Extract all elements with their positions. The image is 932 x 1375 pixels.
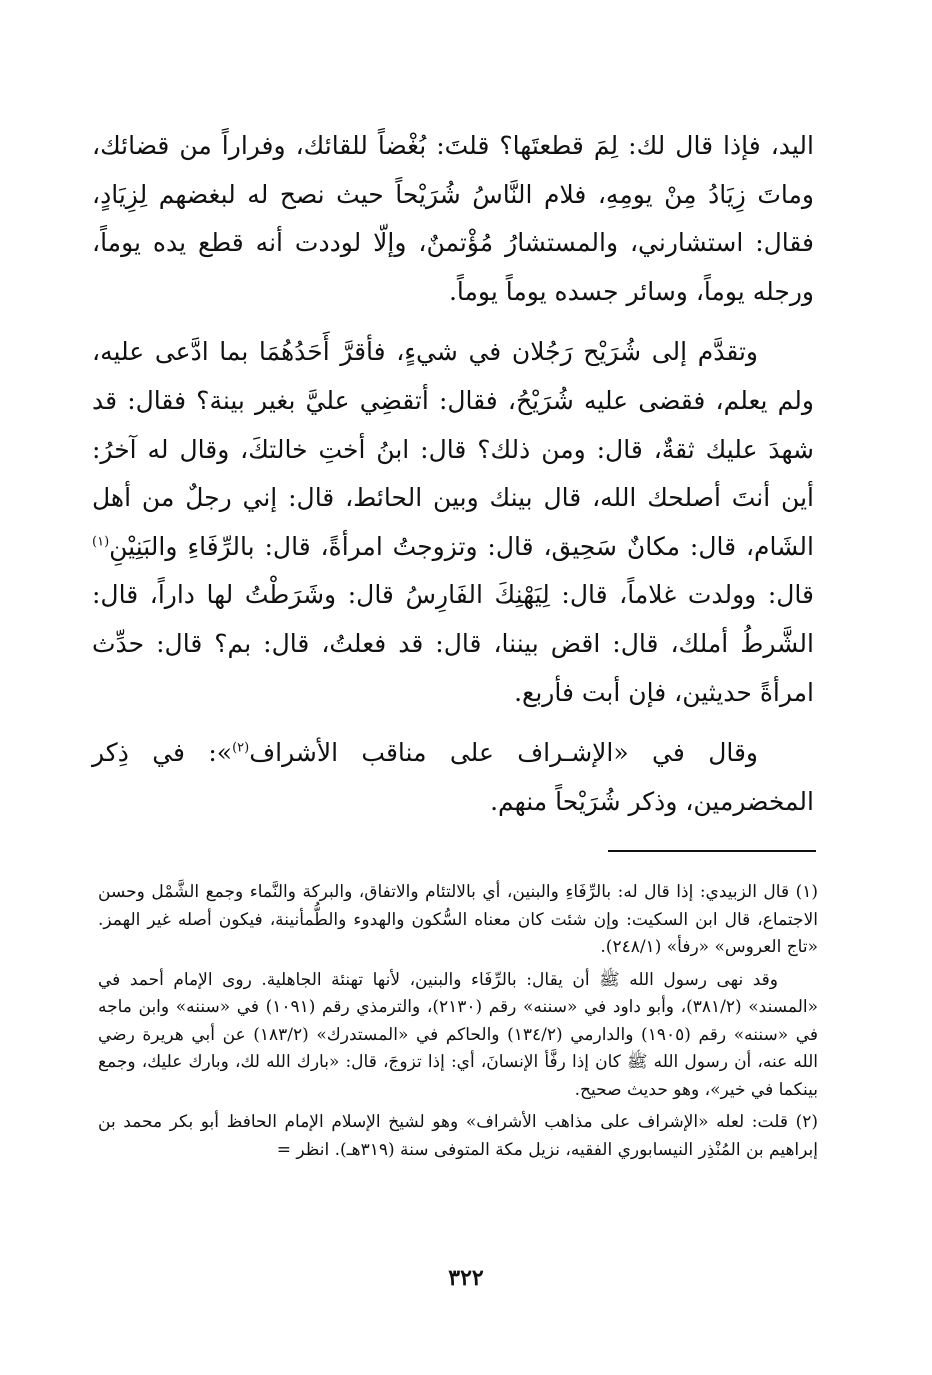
main-text xyxy=(92,122,814,826)
footnote-1: (١) قال الزبيدي: إذا قال له: بالرِّفَاءِ والبنين، أي بالالتئام والاتفاق، والبركة والنَّماء وجمع الشَّمْل وحسن الاجتماع، قال ابن السكيت: وإن شئت كان معناه السُّكون والهدوء والطُّمأنينة، فيكون أصله غير الهمز. «تاج العروس» «رفأ» (٢٤٨/١). xyxy=(98,882,818,957)
page-number: ٣٢٢ xyxy=(448,1265,484,1291)
footnote-ref-2: (٢) xyxy=(232,740,250,756)
paragraph-3 xyxy=(92,729,814,826)
paragraph-2 xyxy=(92,328,814,717)
paragraph-1: اليد، فإذا قال لك: لِمَ قطعتَها؟ قلتَ: بُغْضاً للقائك، وفراراً من قضائك، وماتَ زِيَادُ مِنْ يومِهِ، فلام النَّاسُ شُرَيْحاً حيث نصح له لبغضهم لِزِيَادٍ، فقال: استشارني، والمستشارُ مُؤْتمنٌ، وإلّا لوددت أنه قطع يده يوماً، ورجله يوماً، وسائر جسده يوماً يوماً. xyxy=(92,131,814,306)
paragraph-2-continuation: قال: وولدت غلاماً، قال: لِيَهْنِكَ الفَارِسُ قال: وشَرَطْتُ لها داراً، قال: الشَّرطُ أملك، قال: اقض بيننا، قال: قد فعلتُ، قال: بم؟ قال: حدِّث امرأةً حديثين، فإن أبت فأربع. xyxy=(92,580,814,707)
footnote-ref-1: (١) xyxy=(92,534,110,550)
footnotes xyxy=(98,879,818,1164)
paragraph-3-continuation: »: في ذِكر المخضرمين، وذكر شُرَيْحاً منهم. xyxy=(92,738,814,816)
footnote-separator xyxy=(608,850,816,852)
paragraph-3-text: وقال في «الإشـراف على مناقب الأشراف xyxy=(249,738,759,768)
footnote-2: (٢) قلت: لعله «الإشراف على مذاهب الأشراف» وهو لشيخ الإسلام الإمام الحافظ أبو بكر محمد بن إبراهيم بن المُنْذِر النيسابوري الفقيه، نزيل مكة المتوفى سنة (٣١٩هـ). انظر = xyxy=(98,1112,818,1160)
paragraph-2-text: وتقدَّم إلى شُرَيْح رَجُلان في شيءٍ، فأقرَّ أَحَدُهُمَا بما ادَّعى عليه، ولم يعلم، فقضى عليه شُرَيْحُ، فقال: أتقضِي عليَّ بغير بينة؟ فقال: قد شهدَ عليك ثقةٌ، قال: ومن ذلك؟ قال: ابنُ أختِ خالتكَ، وقال له آخرُ: أين أنتَ أصلحك الله، قال بينك وبين الحائط، قال: إني رجلٌ من أهل الشَام، قال: مكانٌ سَحِيق، قال: وتزوجتُ امرأةً، قال: بالرِّفَاءِ والبَنِيْنِ xyxy=(92,337,814,561)
footnote-1-continuation: وقد نهى رسول الله ﷺ أن يقال: بالرِّفَاء والبنين، لأنها تهنئة الجاهلية. روى الإمام أحمد في «المسند» (٣٨١/٢)، وأبو داود في «سننه» رقم (٢١٣٠)، والترمذي رقم (١٠٩١) في «سننه» وابن ماجه في «سننه» رقم (١٩٠٥) والدارمي (١٣٤/٢) والحاكم في «المستدرك» (١٨٣/٢) عن أبي هريرة رضي الله عنه، أن رسول الله ﷺ كان إذا رفَّأ الإنسانَ، أي: إذا تزوجَ، قال: «بارك الله لك، وبارك عليك، وجمع بينكما في خير»، وهو حديث صحيح. xyxy=(98,969,819,1100)
